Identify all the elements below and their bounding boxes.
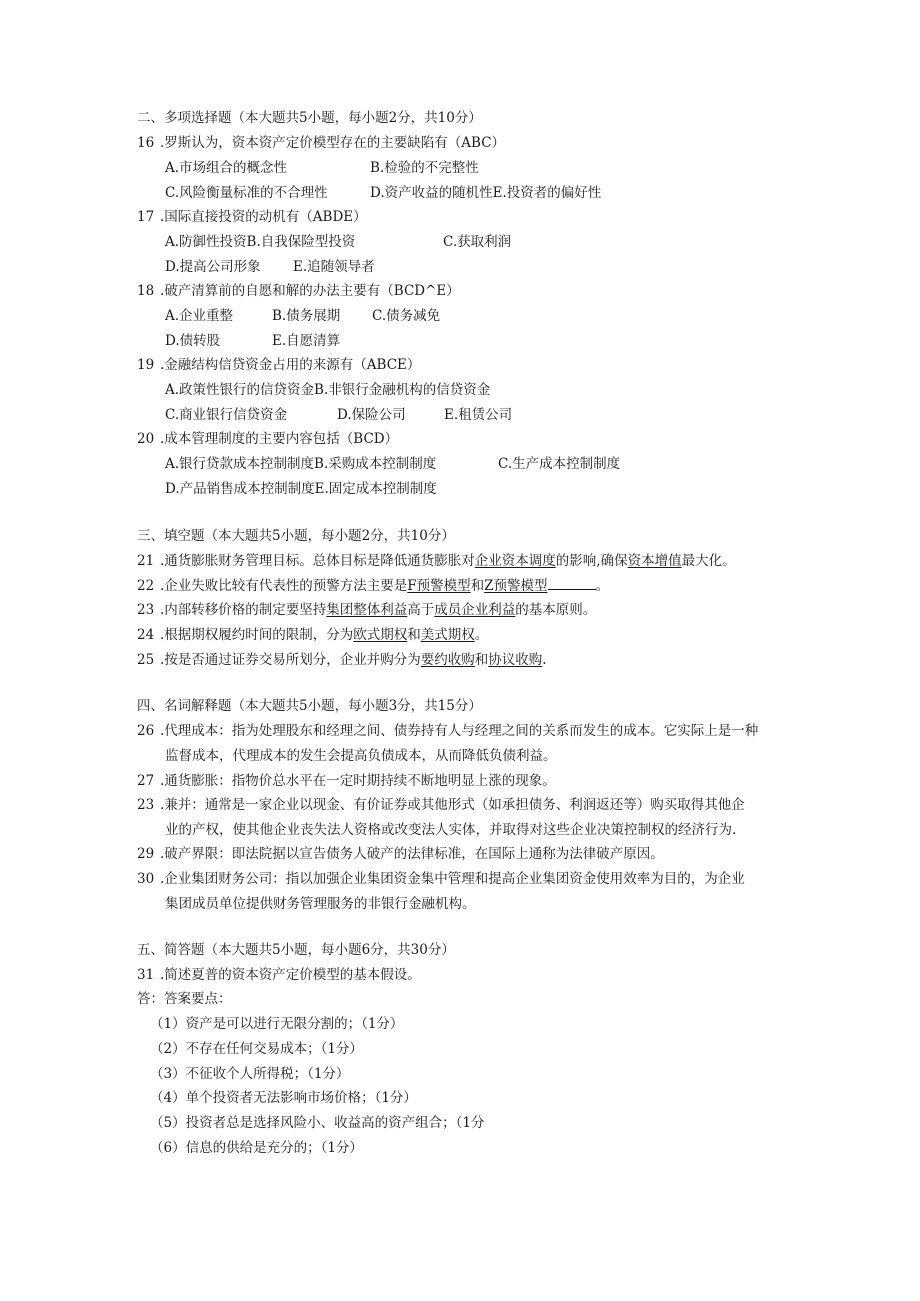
question-stem: .罗斯认为，资本资产定价模型存在的主要缺陷有（ABC） [160, 135, 506, 151]
fill-text: .内部转移价格的制定要坚持 [160, 602, 327, 618]
question-number: 31 [137, 967, 155, 983]
fill-text: 的基本原则。 [515, 602, 597, 618]
option-text: C.商业银行信贷资金 [165, 407, 288, 423]
fill-text: 。 [474, 627, 489, 643]
question-stem: .国际直接投资的动机有（ABDE） [160, 209, 367, 225]
term-definition-continued: 业的产权，使其他企业丧失法人资格或改变法人实体，并取得对这些企业决策控制权的经济行为. [165, 822, 737, 838]
section-heading-terms: 四、名词解释题（本大题共5小题，每小题3分，共15分） [137, 698, 482, 714]
fill-question [160, 651, 547, 669]
fill-text: .通货膨胀财务管理目标。总体目标是降低通货膨胀对 [160, 553, 475, 569]
term-definition: .代理成本：指为处理股东和经理之间、债券持有人与经理之间的关系而发生的成本。它实际上是一种 [160, 723, 759, 739]
answer-point: （2）不存在任何交易成本；（1分） [150, 1041, 363, 1057]
term-definition-continued: 集团成员单位提供财务管理服务的非银行金融机构。 [165, 896, 476, 912]
fill-text: .根据期权履约时间的限制，分为 [160, 627, 354, 643]
answer-label: 答：答案要点： [137, 991, 232, 1007]
option-text: C.风险衡量标准的不合理性 [165, 185, 328, 201]
question-number: 18 [137, 283, 155, 299]
fill-text: 高于 [407, 602, 435, 618]
option-text: D.保险公司 [337, 407, 406, 423]
fill-text: 最大化。 [681, 553, 736, 569]
option-text: C.生产成本控制制度 [498, 456, 621, 472]
blank-line [548, 577, 596, 590]
question-stem: .成本管理制度的主要内容包括（BCD） [160, 431, 399, 447]
fill-question [160, 552, 736, 570]
question-number: 26 [137, 723, 155, 739]
option-text: B.检验的不完整性 [370, 160, 479, 176]
option-text: E.追随领导者 [293, 259, 375, 275]
option-text: B.债务展期 [272, 308, 341, 324]
term-definition-continued: 监督成本，代理成本的发生会提高负债成本，从而降低负债利益。 [165, 748, 557, 764]
question-stem: .简述夏普的资本资产定价模型的基本假设。 [160, 967, 421, 983]
answer-point: （3）不征收个人所得税；（1分） [150, 1066, 350, 1082]
option-text: E.租赁公司 [444, 407, 513, 423]
fill-text: .按是否通过证券交易所划分，企业并购分为 [160, 652, 421, 668]
section-heading-short-answer: 五、简答题（本大题共5小题，每小题6分，共30分） [137, 942, 455, 958]
section-heading-fill-in: 三、填空题（本大题共5小题，每小题2分，共10分） [137, 528, 455, 544]
fill-answer: 美式期权 [420, 627, 475, 643]
option-text: A.防御性投资B.自我保险型投资 [165, 234, 356, 250]
term-definition: .兼并：通常是一家企业以现金、有价证券或其他形式（如承担债务、利润返还等）购买取得其他企 [160, 797, 745, 813]
option-text: D.提高公司形象 [165, 259, 261, 275]
answer-point: （4）单个投资者无法影响市场价格；（1分） [150, 1090, 417, 1106]
option-text: C.获取利润 [443, 234, 512, 250]
fill-text: 。 [595, 578, 610, 594]
question-stem: .金融结构信贷资金占用的来源有（ABCE） [160, 357, 421, 373]
fill-text: . [542, 652, 547, 668]
answer-point: （6）信息的供给是充分的；（1分） [150, 1140, 363, 1156]
fill-text: 和 [474, 652, 489, 668]
fill-answer: Z预警模型 [484, 578, 548, 594]
fill-answer: 要约收购 [420, 652, 475, 668]
term-definition: .破产界限：即法院据以宣告债务人破产的法律标准，在国际上通称为法律破产原因。 [160, 846, 664, 862]
fill-answer: 集团整体利益 [326, 602, 408, 618]
question-number: 30 [137, 871, 155, 887]
question-number: 25 [137, 652, 155, 668]
answer-point: （1）资产是可以进行无限分割的；（1分） [150, 1016, 404, 1032]
question-number: 29 [137, 846, 155, 862]
question-number: 17 [137, 209, 155, 225]
fill-answer: F预警模型 [407, 578, 471, 594]
question-number: 27 [137, 773, 155, 789]
option-text: A.市场组合的概念性 [165, 160, 288, 176]
fill-answer: 协议收购 [488, 652, 543, 668]
section-heading-multiple-choice: 二、多项选择题（本大题共5小题，每小题2分，共10分） [137, 110, 482, 126]
fill-answer: 成员企业利益 [434, 602, 516, 618]
question-number: 16 [137, 135, 155, 151]
fill-text: 和 [407, 627, 421, 643]
fill-answer: 资本增值 [627, 553, 682, 569]
fill-text: 和 [470, 578, 485, 594]
option-text: E.自愿清算 [272, 333, 341, 349]
option-text: A.政策性银行的信贷资金B.非银行金融机构的信贷资金 [165, 382, 491, 398]
question-number: 23 [137, 602, 155, 618]
answer-point: （5）投资者总是选择风险小、收益高的资产组合；（1分 [150, 1115, 485, 1131]
fill-question [160, 601, 596, 619]
fill-answer: 欧式期权 [353, 627, 408, 643]
option-text: A.银行贷款成本控制制度B.采购成本控制制度 [165, 456, 437, 472]
fill-text: .企业失败比较有代表性的预警方法主要是 [160, 578, 408, 594]
fill-question [160, 577, 609, 595]
question-stem: .破产清算前的自愿和解的办法主要有（BCD^E） [160, 283, 460, 299]
option-text: D.产品销售成本控制制度E.固定成本控制制度 [165, 481, 437, 497]
option-text: D.债转股 [165, 333, 221, 349]
fill-text: 的影响,确保 [555, 553, 628, 569]
question-number: 19 [137, 357, 155, 373]
question-number: 23 [137, 797, 155, 813]
option-text: A.企业重整 [165, 308, 234, 324]
fill-question [160, 626, 488, 644]
fill-answer: 企业资本调度 [474, 553, 556, 569]
question-number: 20 [137, 431, 155, 447]
term-definition: .企业集团财务公司：指以加强企业集团资金集中管理和提高企业集团资金使用效率为目的，为企业 [160, 871, 745, 887]
term-definition: .通货膨胀：指物价总水平在一定时期持续不断地明显上涨的现象。 [160, 773, 556, 789]
question-number: 22 [137, 578, 155, 594]
question-number: 24 [137, 627, 155, 643]
option-text: D.资产收益的随机性E.投资者的偏好性 [370, 185, 602, 201]
option-text: C.债务减免 [372, 308, 441, 324]
question-number: 21 [137, 553, 155, 569]
